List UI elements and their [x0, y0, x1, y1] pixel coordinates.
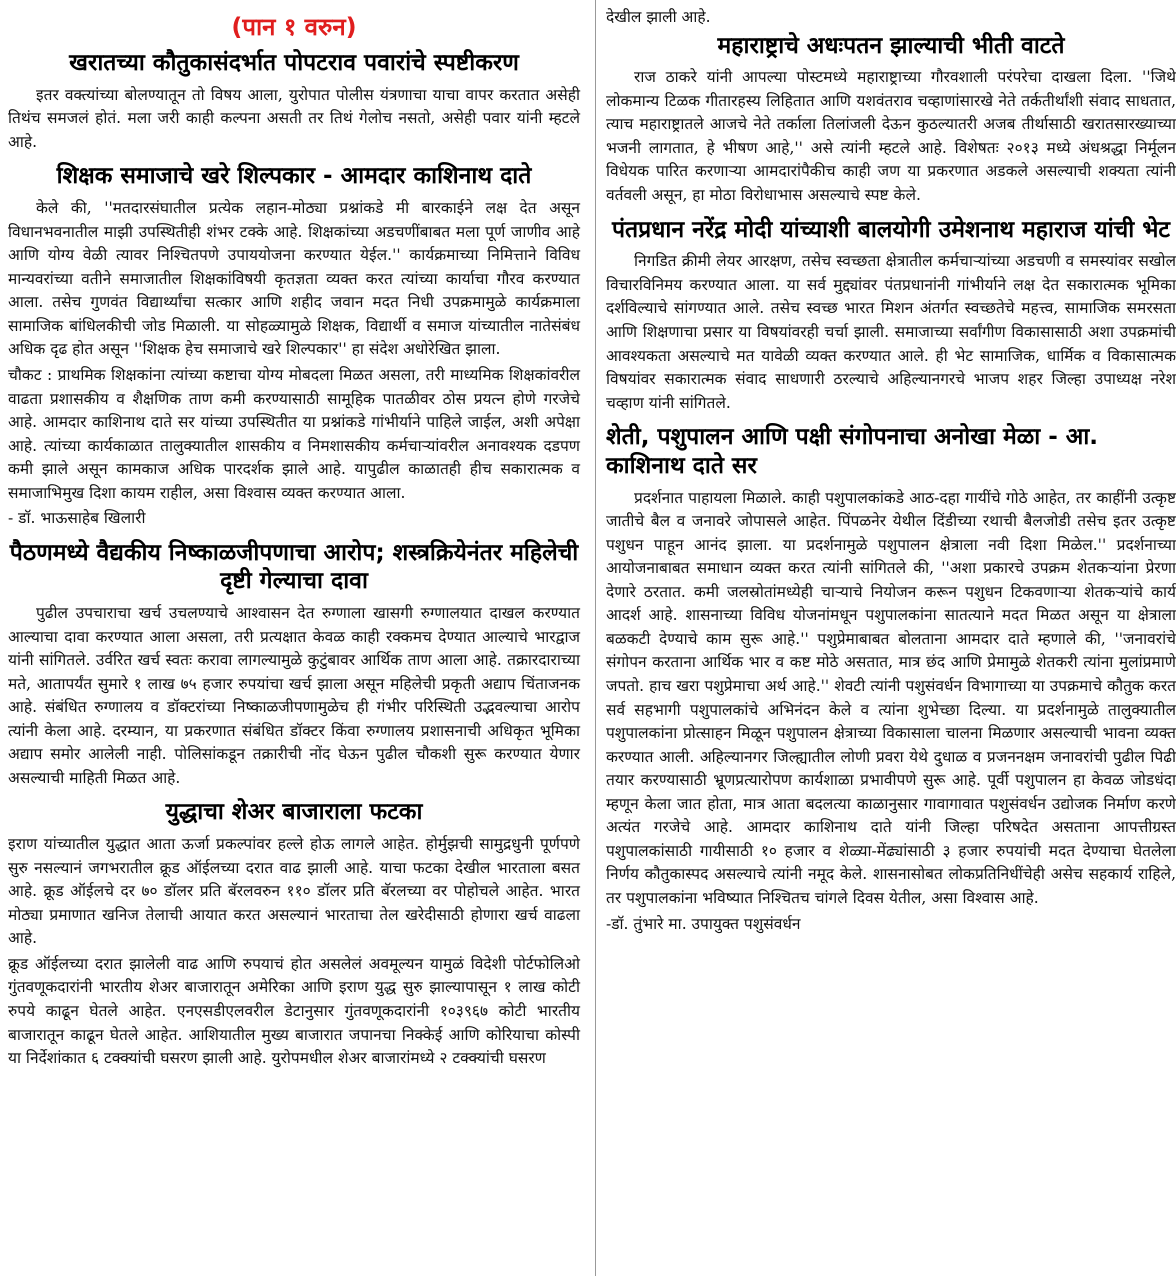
story-paragraph: निगडित क्रीमी लेयर आरक्षण, तसेच स्वच्छता क्षेत्रातील कर्मचाऱ्यांच्या अडचणी व समस्यांवर सखोल विचारविनिमय करण्यात आला. या सर्व मुद्द्यांवर पंतप्रधानांनी गांभीर्याने लक्ष देत सकारात्मक भूमिका दर्शविल्याचे सांगण्यात आले. तसेच स्वच्छ भारत मिशन अंतर्गत स्वच्छतेचे महत्त्व, सामाजिक समरसता आणि शिक्षणाचा प्रसार या विषयांवरही चर्चा झाली. समाजाच्या सर्वांगीण विकासासाठी अशा उपक्रमांची आवश्यकता असल्याचे मत यावेळी व्यक्त करण्यात आले. ही भेट सामाजिक, धार्मिक व विकासात्मक विषयांवर सकारात्मक संवाद साधणारी ठरल्याचे अहिल्यानगरचे भाजप शहर जिल्हा उपाध्यक्ष नरेश चव्हाण यांनी सांगितले.: [606, 252, 1176, 412]
story-headline: महाराष्ट्राचे अधःपतन झाल्याची भीती वाटते: [717, 32, 1065, 59]
story-popatrao-pawar: [8, 49, 580, 154]
story-headline: खरातच्या कौतुकासंदर्भात पोपटराव पवारांचे स्पष्टीकरण: [69, 50, 519, 76]
story-headline: शिक्षक समाजाचे खरे शिल्पकार - आमदार काशिनाथ दाते: [56, 163, 532, 190]
story-livestock-fair: [606, 423, 1176, 936]
story-headline: युद्धाचा शेअर बाजाराला फटका: [165, 799, 423, 826]
story-paragraph: इतर वक्त्यांच्या बोलण्यातून तो विषय आला, युरोपात पोलीस यंत्रणाचा याचा वापर करतात असेही तिथंच समजलं होतं. मला जरी काही कल्पना असती तर तिथं गेलोच नसतो, असेही पवार यांनी म्हटले आहे.: [8, 85, 580, 151]
continued-from-page-1: (पान १ वरुन): [231, 13, 357, 41]
story-byline: - डॉ. भाऊसाहेब खिलारी: [8, 509, 146, 528]
story-paithan-medical: [8, 539, 580, 791]
story-pm-modi-meeting: [606, 216, 1176, 416]
story-paragraph: राज ठाकरे यांनी आपल्या पोस्टमध्ये महाराष्ट्राच्या गौरवशाली परंपरेचा दाखला दिला. ''जिथे लोकमान्य टिळक गीतारहस्य लिहितात आणि यशवंतराव चव्हाणांसारखे नेते तर्कतीर्थांशी संवाद साधतात, त्याच महाराष्ट्रातले आजचे नेते तर्काला तिलांजली देऊन कुठल्यातरी अजब तीर्थासाठी खरातसारख्याच्या भजनी लागतात, हे भीषण आहे,'' असे त्यांनी म्हटले आहे. विशेषतः २०१३ मध्ये अंधश्रद्धा निर्मूलन विधेयक पारित करणाऱ्या आमदारांपैकीच काही जण या प्रकरणात अडकले असल्याची शक्यता त्यांनी वर्तवली असून, हा मोठा विरोधाभास असल्याचे स्पष्ट केले.: [606, 68, 1176, 205]
story-share-market: [8, 798, 580, 1070]
right-column: [600, 0, 1176, 1276]
story-paragraph: केले की, ''मतदारसंघातील प्रत्येक लहान-मोठ्या प्रश्नांकडे मी बारकाईने लक्ष देत असून विधानभवनातील माझी उपस्थितीही शंभर टक्के आहे. शिक्षकांच्या अडचणींबाबत मला पूर्ण जाणीव आहे आणि योग्य वेळी त्यावर निश्चितपणे उपाययोजना करण्यात येईल.'' कार्यक्रमाच्या निमित्ताने विविध मान्यवरांच्या वतीने समाजातील शिक्षकांविषयी कृतज्ञता व्यक्त करत त्यांच्या कार्याचा गौरव करण्यात आला. तसेच गुणवंत विद्यार्थ्यांचा सत्कार आणि शहीद जवान मदत निधी उपक्रमामुळे कार्यक्रमाला सामाजिक बांधिलकीची जोड मिळाली. या सोहळ्यामुळे शिक्षक, विद्यार्थी व समाज यांच्यातील नातेसंबंध अधिक दृढ होत असून ''शिक्षक हेच समाजाचे खरे शिल्पकार'' हा संदेश अधोरेखित झाला.: [8, 199, 580, 359]
story-continuation: देखील झाली आहे.: [606, 8, 711, 26]
story-paragraph: प्रदर्शनात पाहायला मिळाले. काही पशुपालकांकडे आठ-दहा गायींचे गोठे आहेत, तर काहींनी उत्कृष्ट जातीचे बैल व जनावरे जोपासले आहेत. पिंपळनेर येथील दिंडीच्या रथाची बैलजोडी तसेच इतर उत्कृष्ट पशुधन पाहून आनंद झाला. या प्रदर्शनामुळे पशुपालन क्षेत्राला नवी दिशा मिळेल.'' प्रदर्शनाच्या आयोजनाबाबत समाधान व्यक्त करत त्यांनी सांगितले की, ''अशा प्रकारचे उपक्रम शेतकऱ्यांना प्रेरणा देणारे ठरतात. कमी जलस्रोतांमध्येही चाऱ्याचे नियोजन करून पशुधन टिकवणाऱ्या शेतकऱ्यांचे कार्य आदर्श आहे. शासनाच्या विविध योजनांमधून पशुपालकांना सातत्याने मदत मिळत असून या क्षेत्राला बळकटी देण्याचे काम सुरू आहे.'' पशुप्रेमाबाबत बोलताना आमदार दाते म्हणाले की, ''जनावरांचे संगोपन करताना आर्थिक भार व कष्ट मोठे असतात, मात्र छंद आणि प्रेमामुळे शेतकरी त्यांना मुलांप्रमाणे जपतो. हाच खरा पशुप्रेमाचा अर्थ आहे.'' शेवटी त्यांनी पशुसंवर्धन विभागाच्या या उपक्रमाचे कौतुक करत सर्व सहभागी पशुपालकांचे अभिनंदन केले व त्यांना शुभेच्छा दिल्या. या प्रदर्शनामुळे तालुक्यातील पशुपालकांना प्रोत्साहन मिळून पशुपालन क्षेत्राच्या विकासाला चालना मिळणार असल्याची भावना व्यक्त करण्यात आली. अहिल्यानगर जिल्ह्यातील लोणी प्रवरा येथे दुधाळ व प्रजननक्षम जनावरांची पुढील पिढी तयार करण्यासाठी भ्रूणप्रत्यारोपण कार्यशाळा प्रभावीपणे सुरू आहे. पूर्वी पशुपालन हा केवळ जोडधंदा म्हणून केला जात होता, मात्र आता बदलत्या काळानुसार गावागावात पशुसंवर्धन उद्योजक निर्माण करणे अत्यंत गरजेचे आहे. आमदार काशिनाथ दाते यांनी जिल्हा परिषदेत असताना आपत्तीग्रस्त पशुपालकांसाठी गायीसाठी १० हजार व शेळ्या-मेंढ्यांसाठी ३ हजार रुपयांची मदत देण्याचा घेतलेला निर्णय कौतुकास्पद असल्याचे त्यांनी नमूद केले. शासनासोबत लोकप्रतिनिधींचेही असेच सहकार्य राहिले, तर पशुपालकांना भविष्यात निश्चितच चांगले दिवस येतील, असा विश्वास आहे.: [606, 488, 1176, 907]
story-headline: शेती, पशुपालन आणि पक्षी संगोपनाचा अनोखा मेळा - आ. काशिनाथ दाते सर: [606, 424, 1099, 479]
story-paragraph: क्रूड ऑईलच्या दरात झालेली वाढ आणि रुपयाचं होत असलेलं अवमूल्यन यामुळं विदेशी पोर्टफोलिओ गुंतवणूकदारांनी भारतीय शेअर बाजारातून अमेरिका आणि इराण युद्ध सुरु झाल्यापासून १ लाख कोटी रुपये काढून घेतले आहेत. एनएसडीएलवरील डेटानुसार गुंतवणूकदारांनी १०३९६७ कोटी भारतीय बाजारातून काढून घेतले आहेत. आशियातील मुख्य बाजारात जपानचा निक्केई आणि कोरियाचा कोस्पी या निर्देशांकात ६ टक्क्यांची घसरण झाली आहे. युरोपमधील शेअर बाजारांमध्ये २ टक्क्यांची घसरण: [8, 954, 580, 1068]
story-paragraph: इराण यांच्यातील युद्धात आता ऊर्जा प्रकल्पांवर हल्ले होऊ लागले आहेत. होर्मुझची सामुद्रधुनी पूर्णपणे सुरु नसल्यानं जगभरातील क्रूड ऑईलच्या दरात वाढ झाली आहे. याचा फटका देखील भारताला बसत आहे. क्रूड ऑईलचे दर ७० डॉलर प्रति बॅरलवरुन ११० डॉलर प्रति बॅरलच्या वर पोहोचले आहेत. भारत मोठ्या प्रमाणात खनिज तेलाची आयात करत असल्यानं भारताचा तेल खरेदीसाठी होणारा खर्च वाढला आहे.: [8, 835, 580, 948]
story-teachers-day: [8, 162, 580, 530]
column-divider: [595, 0, 596, 1276]
story-maharashtra-decline: [606, 32, 1176, 208]
story-paragraph: चौकट : प्राथमिक शिक्षकांना त्यांच्या कष्टाचा योग्य मोबदला मिळत असला, तरी माध्यमिक शिक्षकांवरील वाढता प्रशासकीय व शैक्षणिक ताण कमी करण्यासाठी सामूहिक पातळीवर ठोस प्रयत्न होणे गरजेचे आहे. आमदार काशिनाथ दाते सर यांच्या उपस्थितीत या प्रश्नांकडे गांभीर्याने पाहिले जाईल, अशी अपेक्षा आहे. त्यांच्या कार्यकाळात तालुक्यातील शासकीय व निमशासकीय कर्मचाऱ्यांवरील अनावश्यक दडपण कमी झाले असून कामकाज अधिक पारदर्शक झाले आहे. यापुढील काळातही हीच सकारात्मक व समाजाभिमुख दिशा कायम राहील, असा विश्वास व्यक्त करण्यात आला.: [8, 365, 580, 502]
story-headline: पैठणमध्ये वैद्यकीय निष्काळजीपणाचा आरोप; शस्त्रक्रियेनंतर महिलेची दृष्टी गेल्याचा दावा: [9, 539, 579, 595]
story-byline: -डॉ. तुंभारे मा. उपायुक्त पशुसंवर्धन: [606, 914, 801, 933]
story-headline: पंतप्रधान नरेंद्र मोदी यांच्याशी बालयोगी उमेशनाथ महाराज यांची भेट: [611, 216, 1171, 243]
story-paragraph: पुढील उपचाराचा खर्च उचलण्याचे आश्वासन देत रुग्णाला खासगी रुग्णालयात दाखल करण्यात आल्याचा दावा करण्यात आला असला, तरी प्रत्यक्षात केवळ काही रक्कमच देण्यात आल्याचे भारद्वाज यांनी सांगितले. उर्वरित खर्च स्वतः करावा लागल्यामुळे कुटुंबावर आर्थिक ताण आला आहे. तक्रारदाराच्या मते, आतापर्यंत सुमारे १ लाख ७५ हजार रुपयांचा खर्च झाला असून महिलेची प्रकृती अद्याप चिंताजनक आहे. संबंधित रुग्णालय व डॉक्टरांच्या निष्काळजीपणामुळेच ही गंभीर परिस्थिती उद्भवल्याचा आरोप त्यांनी केला आहे. दरम्यान, या प्रकरणात संबंधित डॉक्टर किंवा रुग्णालय प्रशासनाची अधिकृत भूमिका अद्याप समोर आलेली नाही. पोलिसांकडून तक्रारीची नोंद घेऊन पुढील चौकशी सुरू करण्यात येणार असल्याची माहिती मिळत आहे.: [8, 604, 580, 787]
